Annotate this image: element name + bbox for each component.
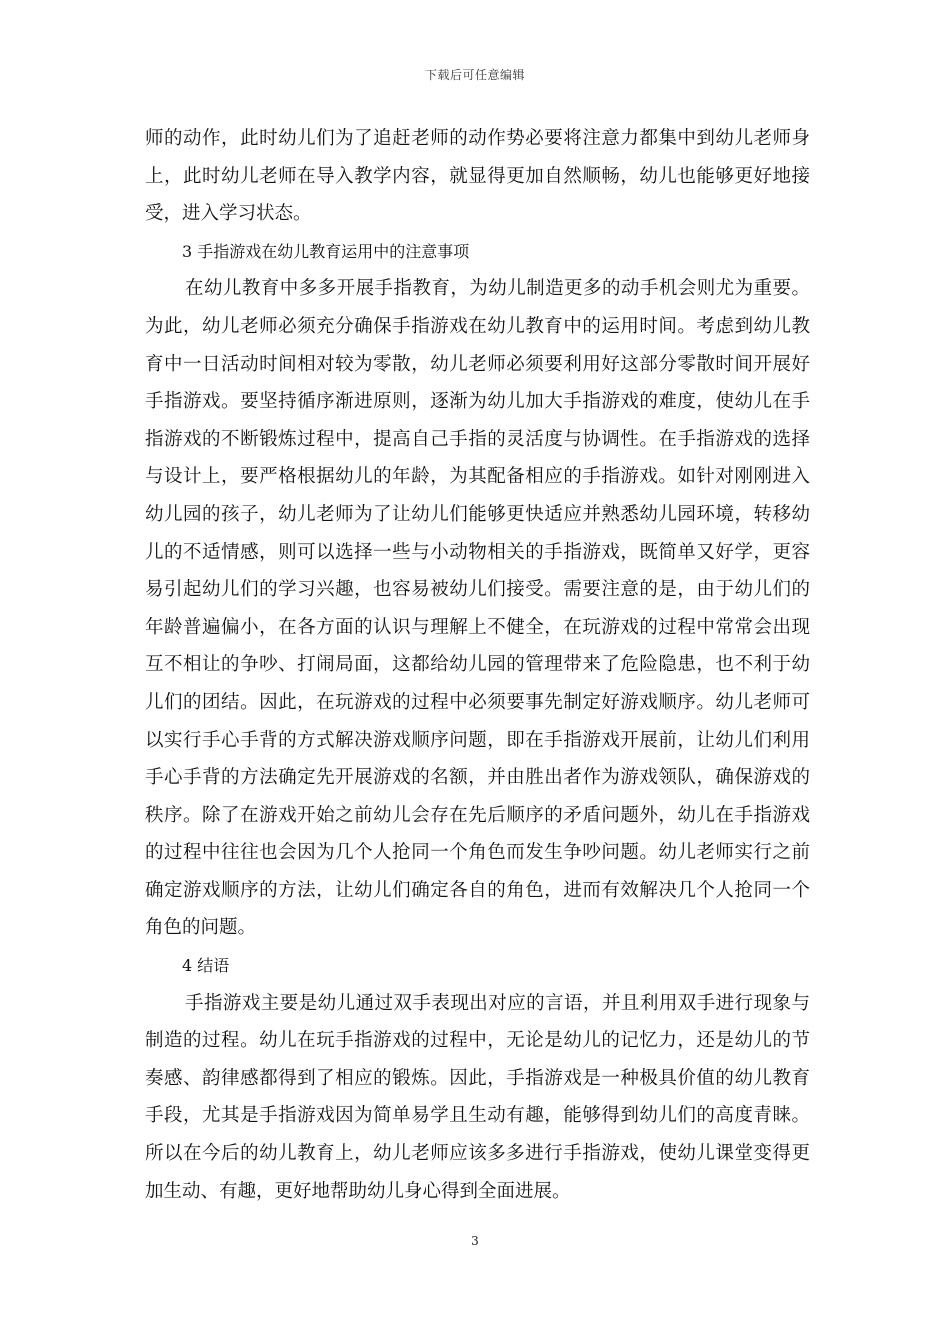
paragraph-section-4: 手指游戏主要是幼儿通过双手表现出对应的言语，并且利用双手进行现象与制造的过程。幼儿在玩手指游戏的过程中，无论是幼儿的记忆力，还是幼儿的节奏感、韵律感都得到了相应的锻炼。因此，手指游戏是一种极具价值的幼儿教育手段，尤其是手指游戏因为简单易学且生动有趣，能够得到幼儿们的高度青睐。所以在今后的幼儿教育上，幼儿老师应该多多进行手指游戏，使幼儿课堂变得更加生动、有趣，更好地帮助幼儿身心得到全面进展。 [145, 992, 810, 1202]
paragraph-continuation: 师的动作，此时幼儿们为了追赶老师的动作势必要将注意力都集中到幼儿老师身上，此时幼儿老师在导入教学内容，就显得更加自然顺畅，幼儿也能够更好地接受，进入学习状态。 [145, 128, 810, 225]
section-heading-3: 3 手指游戏在幼儿教育运用中的注意事项 [182, 241, 470, 261]
document-body [145, 120, 810, 1210]
section-heading-4: 4 结语 [182, 956, 230, 976]
page-header: 下载后可任意编辑 [424, 68, 525, 82]
paragraph-section-3: 在幼儿教育中多多开展手指教育，为幼儿制造更多的动手机会则尤为重要。为此，幼儿老师必须充分确保手指游戏在幼儿教育中的运用时间。考虑到幼儿教育中一日活动时间相对较为零散，幼儿老师必须要利用好这部分零散时间开展好手指游戏。要坚持循序渐进原则，逐渐为幼儿加大手指游戏的难度，使幼儿在手指游戏的不断锻炼过程中，提高自己手指的灵活度与协调性。在手指游戏的选择与设计上，要严格根据幼儿的年龄，为其配备相应的手指游戏。如针对刚刚进入幼儿园的孩子，幼儿老师为了让幼儿们能够更快适应并熟悉幼儿园环境，转移幼儿的不适情感，则可以选择一些与小动物相关的手指游戏，既简单又好学，更容易引起幼儿们的学习兴趣，也容易被幼儿们接受。需要注意的是，由于幼儿们的年龄普遍偏小，在各方面的认识与理解上不健全，在玩游戏的过程中常常会出现互不相让的争吵、打闹局面，这都给幼儿园的管理带来了危险隐患，也不利于幼儿们的团结。因此，在玩游戏的过程中必须要事先制定好游戏顺序。幼儿老师可以实行手心手背的方式解决游戏顺序问题，即在手指游戏开展前，让幼儿们利用手心手背的方法确定先开展游戏的名额，并由胜出者作为游戏领队，确保游戏的秩序。除了在游戏开始之前幼儿会存在先后顺序的矛盾问题外，幼儿在手指游戏的过程中往往也会因为几个人抢同一个角色而发生争吵问题。幼儿老师实行之前确定游戏顺序的方法，让幼儿们确定各自的角色，进而有效解决几个人抢同一个角色的问题。 [145, 278, 810, 939]
page-number: 3 [471, 1234, 479, 1248]
